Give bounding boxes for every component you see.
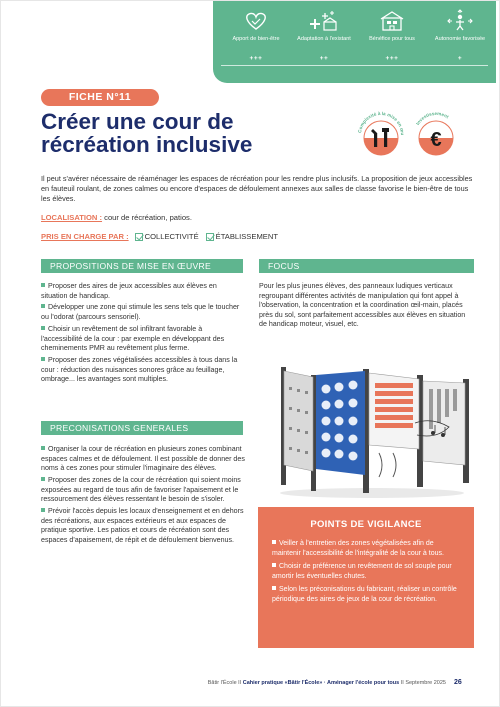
vigilance-list <box>272 539 462 608</box>
prise-en-charge-key: PRIS EN CHARGE PAR : <box>41 232 129 241</box>
footer-suffix: II Septembre 2025 <box>400 680 446 686</box>
preconisations-list <box>41 445 245 548</box>
play-panels-illustration <box>267 353 477 501</box>
footer-title: Cahier pratique «Bâtir l'École» · Aménager l'école pour tous <box>242 680 400 686</box>
criterion-label: Apport de bien-être <box>232 36 280 42</box>
option-etablissement: ÉTABLISSEMENT <box>215 232 278 241</box>
focus-paragraph: Pour les plus jeunes élèves, des panneaux ludiques verticaux regroupant différentes activités de manipulation qui font appel à l'observation, la concentration et la coordination œil-main, placés près du sol, sont parfaitement accessibles aux élèves en situation de handicap moteur, visuel, etc. <box>259 282 466 329</box>
fiche-label: FICHE N°11 <box>41 89 159 106</box>
banner-divider <box>221 65 488 66</box>
arrows-person-icon <box>445 9 475 33</box>
criterion-label: Bénéfice pour tous <box>369 36 415 42</box>
list-item: Veiller à l'entretien des zones végétalisées afin de maintenir l'accessibilité de l'intégralité de la cour à tous. <box>272 539 462 558</box>
list-item: Proposer des zones végétalisées accessibles à tous dans la cour : réduction des nuisances sonores grâce au feuillage, ombrage... les avantages sont multiples. <box>41 356 245 385</box>
localisation-line <box>41 213 192 222</box>
criterion-label: Autonomie favorisée <box>434 36 486 42</box>
school-icon <box>377 9 407 33</box>
criterion-adaptation <box>291 9 357 62</box>
vigilance-box <box>258 507 474 648</box>
checkbox-checked-icon <box>206 233 214 241</box>
option-collectivite: COLLECTIVITÉ <box>144 232 199 241</box>
criterion-rating: +++ <box>385 55 399 62</box>
criterion-rating: + <box>457 55 463 62</box>
localisation-key: LOCALISATION : <box>41 213 103 222</box>
list-item: Choisir de préférence un revêtement de sol souple pour amortir les éventuelles chutes. <box>272 562 462 581</box>
page-footer <box>1 680 446 686</box>
heart-hands-icon <box>241 9 271 33</box>
list-item: Proposer des aires de jeux accessibles aux élèves en situation de handicap. <box>41 282 245 301</box>
list-item: Développer une zone qui stimule les sens tels que le toucher ou l'odorat (parcours sensoriel). <box>41 303 245 322</box>
list-item: Choisir un revêtement de sol infiltrant favorable à l'accessibilité de la cour : par exemple en développant des cheminements PMR au revêtement plus ferme. <box>41 325 245 354</box>
localisation-value: cour de récréation, patios. <box>104 213 192 222</box>
propositions-heading: PROPOSITIONS DE MISE EN ŒUVRE <box>41 259 243 273</box>
criterion-benefice <box>359 9 425 62</box>
criterion-bien-etre <box>223 9 289 62</box>
footer-prefix: Bâtir l'École II <box>207 680 242 686</box>
investment-arc-label: Investissement <box>415 110 450 126</box>
criterion-label: Adaptation à l'existant <box>297 36 351 42</box>
list-item: Proposer des zones de la cour de récréation qui soient moins exposées au regard de tous afin de favoriser l'apaisement et le ressourcement des élèves ressentant le besoin de s'isoler. <box>41 476 245 505</box>
criteria-banner <box>213 1 496 83</box>
checkbox-checked-icon <box>135 233 143 241</box>
investment-badge <box>406 102 466 164</box>
page-title: Créer une cour de récréation inclusive <box>41 109 253 157</box>
propositions-list <box>41 282 245 387</box>
prise-en-charge-line <box>41 232 283 241</box>
complexity-badge <box>351 102 411 164</box>
complexity-arc-label: Complexité à la mise en œu <box>357 110 406 136</box>
list-item: Organiser la cour de récréation en plusieurs zones combinant espaces calmes et de défoulement. Il est possible de donner des noms à ces zones pour stimuler l'imaginaire des élèves. <box>41 445 245 473</box>
plus-adapt-icon <box>309 9 339 33</box>
criterion-autonomie <box>427 9 493 62</box>
page-number: 26 <box>454 679 462 686</box>
preconisations-heading: PRECONISATIONS GENERALES <box>41 421 243 435</box>
euro-icon: € <box>430 129 442 151</box>
criterion-rating: +++ <box>249 55 263 62</box>
vigilance-heading: POINTS DE VIGILANCE <box>310 519 422 530</box>
list-item: Selon les préconisations du fabricant, réaliser un contrôle périodique des aires de jeux de la cour de récréation. <box>272 585 462 604</box>
criterion-rating: ++ <box>319 55 329 62</box>
focus-heading: FOCUS <box>259 259 474 273</box>
list-item: Prévoir l'accès depuis les locaux d'enseignement et en dehors des récréations, aux espaces extérieurs et aux espaces de pratique sportive. Les patios et cours de récréation sont des espaces d'apaisement, de répit et de défoulement bienvenus. <box>41 507 244 544</box>
intro-paragraph: Il peut s'avérer nécessaire de réaménager les espaces de récréation pour les rendre plus inclusifs. La proposition de jeux accessibles en fauteuil roulant, de zones calmes ou encore d'espaces de défoulement annexes aux salles de classe favorise le bien-être de tous les élèves. <box>41 174 473 203</box>
